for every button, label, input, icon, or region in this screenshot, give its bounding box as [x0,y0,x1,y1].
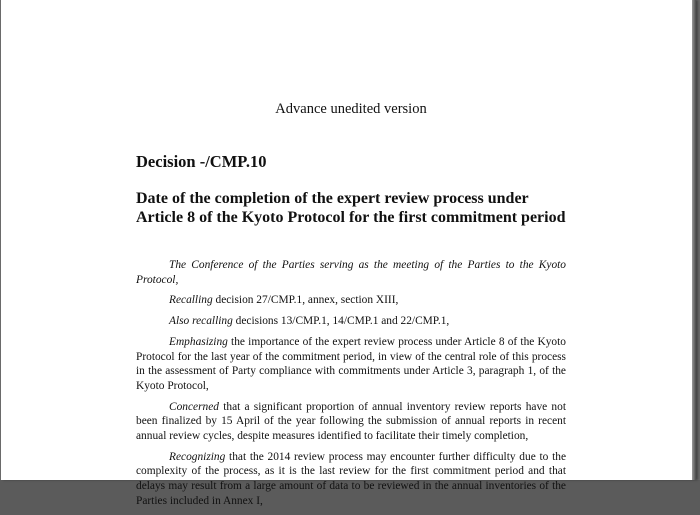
paragraph-lead: Recalling [169,294,213,307]
paragraph-text: that the 2014 review process may encounter further difficulty due to the complexity of the process, as it is the last review for the first commitment period and that delays may result from a large amount of data to be reviewed in the annual inventories of the Parties included in Annex I, [136,450,566,507]
preamble-paragraph [136,258,566,287]
preamble-paragraph [136,335,566,394]
paragraph-text: the importance of the expert review process under Article 8 of the Kyoto Protocol for the last year of the commitment period, in view of the central role of this process in the assessment of Party compliance with commitments under Article 3, paragraph 1, of the Kyoto Protocol, [136,335,566,392]
paragraph-lead: The Conference of the Parties serving as the meeting of the Parties to the Kyoto Protocol, [136,259,566,286]
preamble-paragraph [136,293,566,308]
paragraph-text: decisions 13/CMP.1, 14/CMP.1 and 22/CMP.1, [232,315,450,328]
preamble-paragraph [136,400,566,444]
paragraph-lead: Recognizing [169,450,226,463]
preamble-paragraph [136,314,566,329]
preamble-paragraph [136,450,566,509]
paragraph-lead: Concerned [169,400,219,413]
paragraph-lead: Emphasizing [169,335,228,348]
decision-title: Date of the completion of the expert review process under Article 8 of the Kyoto Protocol for the first commitment period [136,190,566,226]
paragraph-lead: Also recalling [169,315,233,328]
paragraph-text: that a significant proportion of annual inventory review reports have not been finalized by 15 April of the year following the submission of annual reports in recent annual review cycles, despite measures identified to facilitate their timely completion, [136,400,566,443]
document-status: Advance unedited version [275,101,427,117]
document-page [1,0,696,507]
paragraph-text: decision 27/CMP.1, annex, section XIII, [212,294,399,307]
page-shadow-edge [692,0,696,480]
decision-number: Decision -/CMP.10 [136,152,267,171]
document-body [136,258,566,515]
